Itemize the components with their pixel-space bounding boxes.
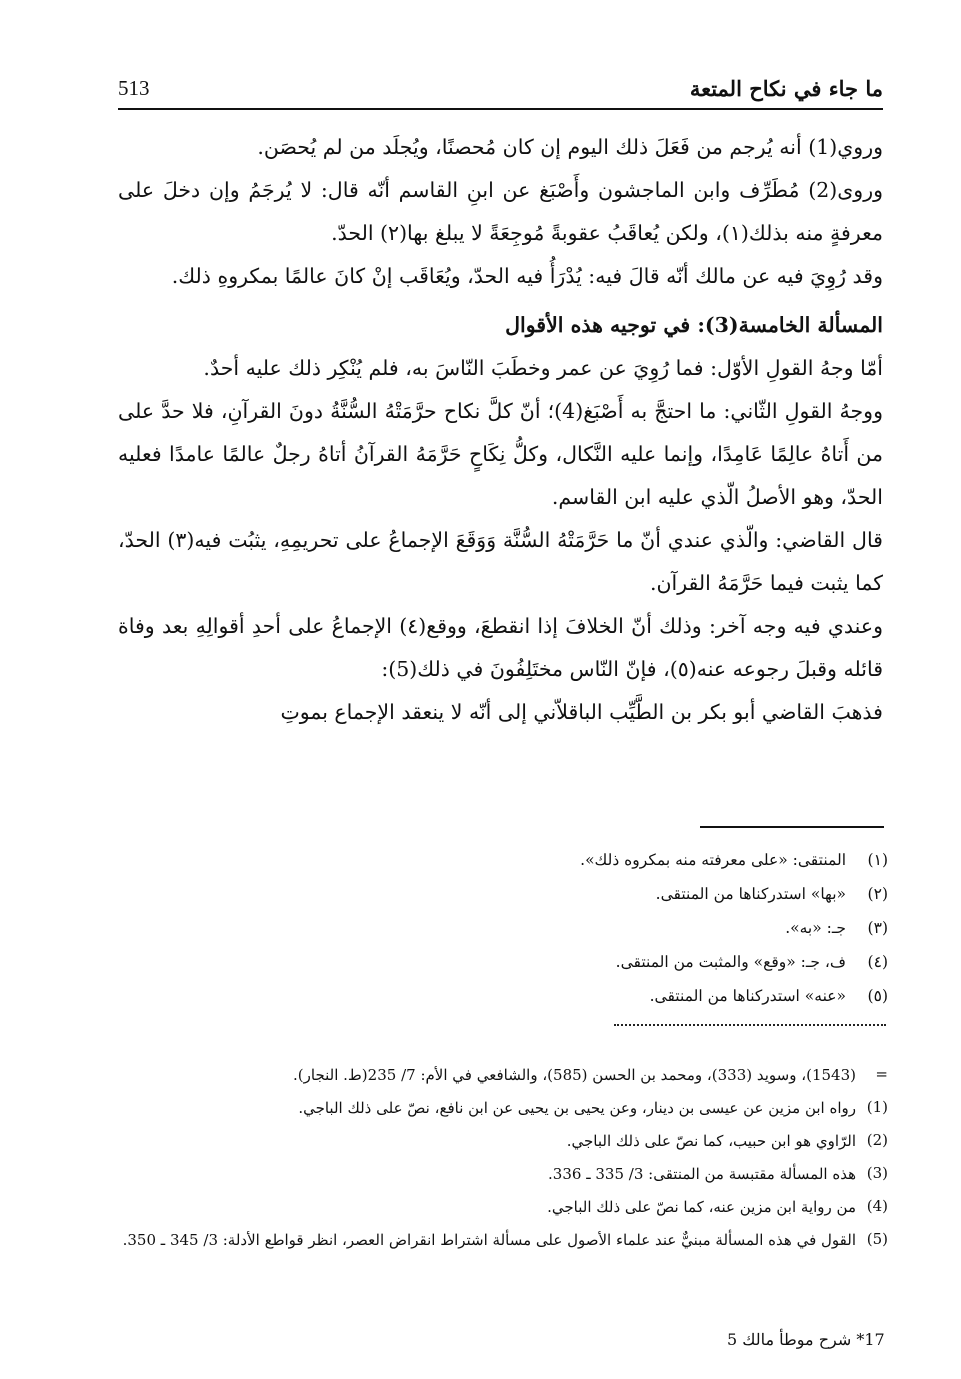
footnote-number: (٣) — [867, 919, 888, 937]
footnote-number: (5) — [866, 1230, 888, 1248]
footnote-number: (2) — [866, 1131, 888, 1149]
footnote-text: (1543)، وسويد (333)، ومحمد بن الحسن (585)، والشافعي في الأم: 7/ 235(ط. النجار). — [293, 1066, 856, 1084]
footnote-text: الرّاوي هو ابن حبيب، كما نصّ على ذلك الباجي. — [566, 1132, 856, 1150]
editor-footnotes — [300, 843, 888, 1013]
footnote-text: رواه ابن مزين عن عيسى بن دينار، وعن يحيى بن يحيى عن ابن نافع، نصّ على ذلك الباجي. — [298, 1099, 856, 1117]
footnote-text: «عنه» استدركناها من المنتقى. — [649, 987, 846, 1005]
section-heading: المسألة الخامسة(3): في توجيه هذه الأقوال — [505, 313, 883, 337]
footnote-text: جـ: «به». — [785, 919, 846, 937]
footnote-text: هذه المسألة مقتبسة من المنتقى: 3/ 335 ـ 336. — [548, 1165, 856, 1183]
footnote-text: المنتقى: «على معرفته منه بمكروه ذلك». — [580, 851, 846, 869]
footnote-number: (١) — [867, 851, 888, 869]
main-text — [118, 126, 883, 734]
paragraph: وروي(1) أنه يُرجم من فَعَلَ ذلك اليوم إن كان مُحصنًا، ويُجلَد من لم يُحصَن. — [257, 135, 883, 159]
footnote-item — [118, 1223, 888, 1256]
page-number: 513 — [118, 76, 150, 100]
footnote-number: (٢) — [867, 885, 888, 903]
running-header — [118, 64, 883, 110]
printer-signature: 17* شرح موطأ مالك 5 — [727, 1330, 885, 1349]
paragraph: أمّا وجهُ القولِ الأوّل: فما رُوِيَ عن عمر وخطَبَ النّاسَ به، فلم يُنْكِر ذلك عليه أحدٌ. — [203, 356, 883, 380]
footnote-text: ف، جـ: «وقع» والمثبت من المنتقى. — [615, 953, 846, 971]
footnote-text: «بها» استدركناها من المنتقى. — [655, 885, 846, 903]
paragraph: قال القاضي: والّذي عندي أنّ ما حَرَّمَتْهُ السُّنَّة وَوَقَعَ الإجماعُ على تحريمِهِ، يثبُت فيه(٣) الحدّ، كما يثبت فيما حَرَّمَهُ القرآن. — [118, 528, 883, 595]
paragraph: وقد رُوِيَ فيه عن مالك أنّه قالَ فيه: يُدْرَأُ فيه الحدّ، ويُعَاقَب إنْ كانَ عالمًا بمكروهِ ذلك. — [171, 264, 883, 288]
commentary-footnotes — [118, 1058, 888, 1256]
footnote-number: (٤) — [867, 953, 888, 971]
footnote-text: القول في هذه المسألة مبنيٌّ عند علماء الأصول على مسألة اشتراط انقراض العصر، انظر قواطع الأدلة: 3/ 345 ـ 350. — [122, 1231, 856, 1249]
paragraph: فذهبَ القاضي أبو بكر بن الطَّيِّب الباقلاّني إلى أنّه لا ينعقد الإجماع بموتِ — [280, 700, 883, 724]
footnote-item — [118, 1157, 888, 1190]
footnote-text: من رواية ابن مزين عنه، كما نصّ على ذلك الباجي. — [547, 1198, 856, 1216]
footnote-item — [300, 945, 888, 979]
footnote-number: (٥) — [867, 987, 888, 1005]
footnote-item — [300, 843, 888, 877]
footnote-number: (4) — [866, 1197, 888, 1215]
footnote-number: (1) — [866, 1098, 888, 1116]
footnote-number: = — [875, 1065, 888, 1083]
footnote-separator — [700, 826, 884, 828]
dotted-separator — [614, 1024, 886, 1026]
footnote-item — [300, 911, 888, 945]
footnote-item — [118, 1190, 888, 1223]
chapter-title: ما جاء في نكاح المتعة — [689, 76, 883, 101]
footnote-item — [118, 1124, 888, 1157]
paragraph: وعندي فيه وجه آخر: وذلك أنّ الخلافَ إذا انقطعَ، ووقع(٤) الإجماعُ على أحدِ أقوالِهِ بعد وفاة قائله وقبلَ رجوعه عنه(٥)، فإنّ النّاس مختَلِفُونَ في ذلك(5): — [118, 614, 883, 681]
footnote-item — [300, 877, 888, 911]
footnote-item — [118, 1058, 888, 1091]
footnote-number: (3) — [866, 1164, 888, 1182]
footnote-item — [300, 979, 888, 1013]
paragraph: وروى(2) مُطَرِّف وابن الماجشون وأَصْبَغ عن ابنِ القاسم أنّه قال: لا يُرجَمُ وإن دخلَ على معرفةٍ منه بذلك(١)، ولكن يُعاقَبُ عقوبةً مُوجِعَةً لا يبلغ بها(٢) الحدّ. — [118, 178, 883, 245]
footnote-item — [118, 1091, 888, 1124]
paragraph: ووجهُ القولِ الثّاني: ما احتجَّ به أَصْبَغ(4)؛ أنّ كلَّ نكاح حرَّمَتْهُ السُّنَّةُ دونَ القرآنِ، فلا حدَّ على من أَتاهُ عالِمًا عَامِدًا، وإنما عليه النَّكال، وكلُّ نِكَاحٍ حَرَّمَهُ القرآنُ أتاهُ رجلٌ عالمًا عامدًا فعليه الحدّ، وهو الأصلُ الّذي عليه ابن القاسم. — [118, 399, 883, 509]
